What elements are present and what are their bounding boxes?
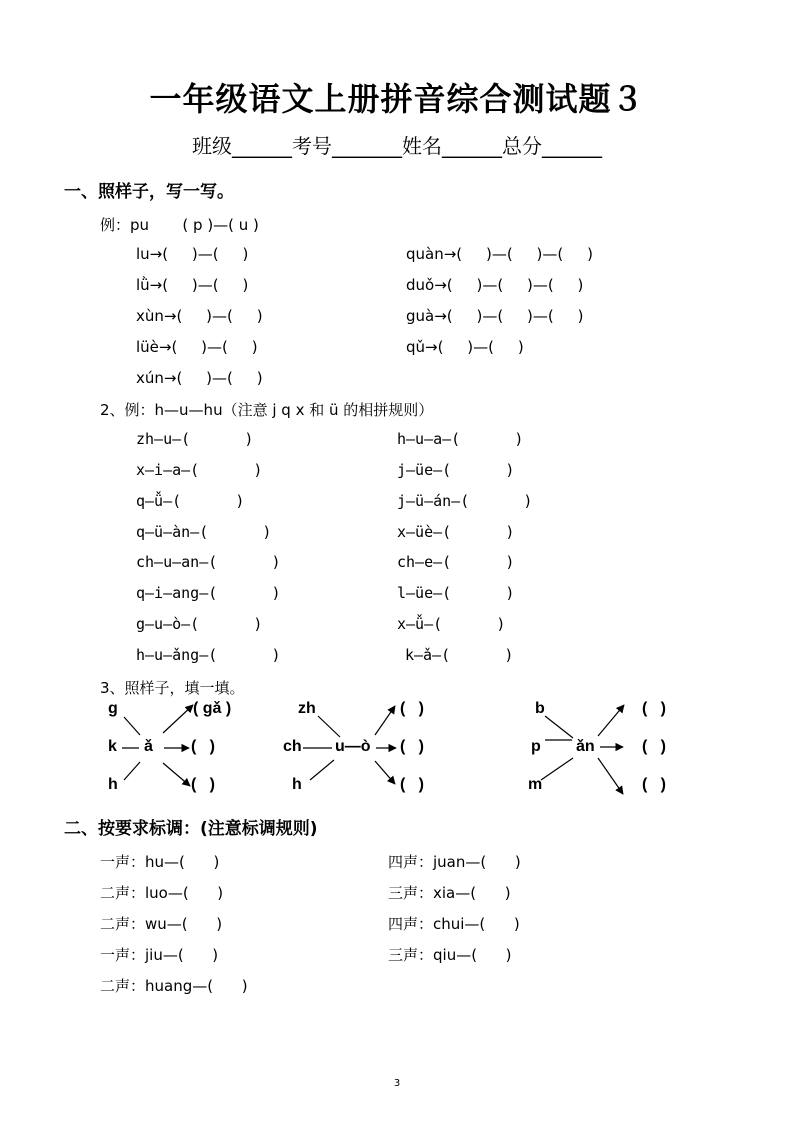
p2-row6-left: q—i—ang—( ): [136, 584, 281, 602]
p2-row1-left: zh—u—( ): [136, 430, 254, 448]
page-title: 一年级语文上册拼音综合测试题３: [149, 80, 645, 118]
d1-initial-1: g: [108, 700, 118, 717]
p2-row7-right: x—ǚ—( ): [397, 615, 506, 633]
d3-answer-3: ( ): [642, 776, 666, 793]
d2-answer-2: ( ): [400, 738, 424, 755]
s2-row1-left: 一声：hu—( ): [100, 853, 220, 871]
d3-final: ǎn: [576, 738, 595, 755]
d3-initial-1: b: [535, 700, 545, 717]
p2-row3-left: q—ǚ—( ): [136, 492, 245, 510]
p2-row7-left: g—u—ò—( ): [136, 615, 263, 633]
s2-row4-left: 一声：jiu—( ): [100, 946, 219, 964]
d1-answer-2: ( ): [191, 738, 215, 755]
d1-answer-1: ( gǎ ): [193, 700, 232, 717]
p2-row3-right: j—ü—án—( ): [397, 492, 533, 510]
d2-final: u—ò: [335, 738, 371, 755]
d3-initial-3: m: [528, 776, 543, 793]
p2-row6-right: l—üe—( ): [397, 584, 515, 602]
s1-row2-left: lǜ→( )—( ): [136, 276, 249, 294]
p2-row2-right: j—üe—( ): [397, 461, 515, 479]
s1-row3-right: guà→( )—( )—( ): [406, 307, 584, 325]
section1-example: 例：pu ( p )—( u ): [100, 216, 259, 234]
d2-initial-1: zh: [298, 700, 316, 717]
p2-row8-left: h—u—ǎng—( ): [136, 646, 281, 664]
p2-row5-right: ch—e—( ): [397, 553, 515, 571]
s2-row3-right: 四声：chui—( ): [388, 915, 520, 933]
d3-answer-1: ( ): [642, 700, 666, 717]
d2-answer-3: ( ): [400, 776, 424, 793]
s1-row5-left: xún→( )—( ): [136, 369, 263, 387]
p2-row2-left: x—i—a—( ): [136, 461, 263, 479]
section1-heading: 一、照样子，写一写。: [64, 182, 234, 202]
s2-row1-right: 四声：juan—( ): [388, 853, 521, 871]
s2-row2-left: 二声：luo—( ): [100, 884, 224, 902]
s1-row2-right: duǒ→( )—( )—( ): [406, 276, 584, 294]
d2-answer-1: ( ): [400, 700, 424, 717]
p2-row4-left: q—ü—àn—( ): [136, 523, 272, 541]
student-info-line: 班级______考号_______姓名______总分______: [192, 134, 602, 158]
s1-row1-left: lu→( )—( ): [136, 245, 249, 263]
s1-row1-right: quàn→( )—( )—( ): [406, 245, 593, 263]
s2-row5-left: 二声：huang—( ): [100, 977, 248, 995]
d3-answer-2: ( ): [642, 738, 666, 755]
d1-initial-3: h: [108, 776, 118, 793]
page-number: 3: [393, 1078, 401, 1089]
section2-heading: 二、按要求标调：(注意标调规则): [64, 819, 318, 839]
d2-initial-3: h: [292, 776, 302, 793]
part2-heading: 2、例：h—u—hu（注意 j q x 和 ü 的相拼规则）: [100, 401, 434, 419]
d1-final: ǎ: [144, 738, 153, 755]
s2-row4-right: 三声：qiu—( ): [388, 946, 512, 964]
s1-row3-left: xùn→( )—( ): [136, 307, 263, 325]
s1-row4-right: qǔ→( )—( ): [406, 338, 524, 356]
d2-initial-2: ch: [283, 738, 302, 755]
p2-row4-right: x—üè—( ): [397, 523, 515, 541]
part3-heading: 3、照样子，填一填。: [100, 679, 245, 697]
p2-row1-right: h—u—a—( ): [397, 430, 524, 448]
p2-row8-right: k—ǎ—( ): [405, 646, 514, 664]
s2-row3-left: 二声：wu—( ): [100, 915, 223, 933]
s2-row2-right: 三声：xia—( ): [388, 884, 511, 902]
d3-initial-2: p: [531, 738, 541, 755]
d1-initial-2: k: [108, 738, 117, 755]
p2-row5-left: ch—u—an—( ): [136, 553, 281, 571]
s1-row4-left: lüè→( )—( ): [136, 338, 258, 356]
d1-answer-3: ( ): [191, 776, 215, 793]
